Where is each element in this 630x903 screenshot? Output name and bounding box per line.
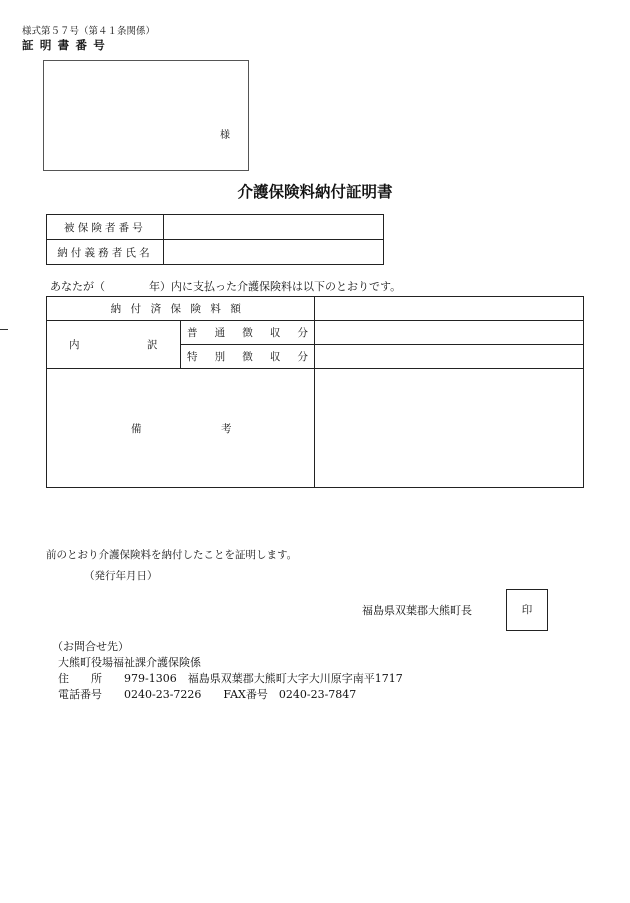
margin-tick <box>0 329 8 330</box>
insured-info-table <box>46 214 384 265</box>
special-collection-label: 特別徴収分 <box>181 345 315 369</box>
breakdown-label-2: 訳 <box>147 339 158 351</box>
insured-number-label: 被保険者番号 <box>47 215 164 240</box>
payment-table <box>46 296 584 488</box>
table-row <box>47 297 584 321</box>
inquiry-address: 住 所 979-1306 福島県双葉郡大熊町大字大川原字南平1717 <box>58 672 403 685</box>
table-row <box>47 215 384 240</box>
insured-number-value[interactable] <box>164 215 384 240</box>
certification-text: 前のとおり介護保険料を納付したことを証明します。 <box>46 549 298 561</box>
paid-total-label: 納付済保険料額 <box>47 297 315 321</box>
table-row <box>47 369 584 488</box>
special-collection-value[interactable] <box>315 345 584 369</box>
intro-text: あなたが（ 年）内に支払った介護保険料は以下のとおりです。 <box>50 280 402 293</box>
remarks-label-1: 備 <box>131 423 142 435</box>
seal-box: 印 <box>506 589 548 631</box>
inquiry-heading: （お問合せ先） <box>52 640 129 653</box>
table-row <box>47 321 584 345</box>
ordinary-collection-label: 普通徴収分 <box>181 321 315 345</box>
document-title-text: 介護保険料納付証明書 <box>237 182 393 201</box>
honorific-sama: 様 <box>220 130 230 141</box>
remarks-label-2: 考 <box>221 423 232 435</box>
form-number: 様式第５７号（第４１条関係） <box>22 26 156 37</box>
remarks-value[interactable] <box>315 369 584 488</box>
ordinary-collection-value[interactable] <box>315 321 584 345</box>
inquiry-department: 大熊町役場福祉課介護保険係 <box>58 656 201 669</box>
issue-date-label: （発行年月日） <box>84 570 158 582</box>
inquiry-block <box>52 639 403 703</box>
breakdown-label <box>47 321 181 369</box>
certificate-number-label: 証明書番号 <box>22 38 112 52</box>
table-row <box>47 240 384 265</box>
inquiry-phone: 電話番号 0240-23-7226 FAX番号 0240-23-7847 <box>58 688 357 701</box>
payer-name-label: 納付義務者氏名 <box>47 240 164 265</box>
remarks-label <box>47 369 315 488</box>
breakdown-label-1: 内 <box>69 339 80 351</box>
issuer-name: 福島県双葉郡大熊町長 <box>362 604 472 617</box>
document-title <box>0 180 630 202</box>
paid-total-value[interactable] <box>315 297 584 321</box>
address-box <box>43 60 249 171</box>
payer-name-value[interactable] <box>164 240 384 265</box>
